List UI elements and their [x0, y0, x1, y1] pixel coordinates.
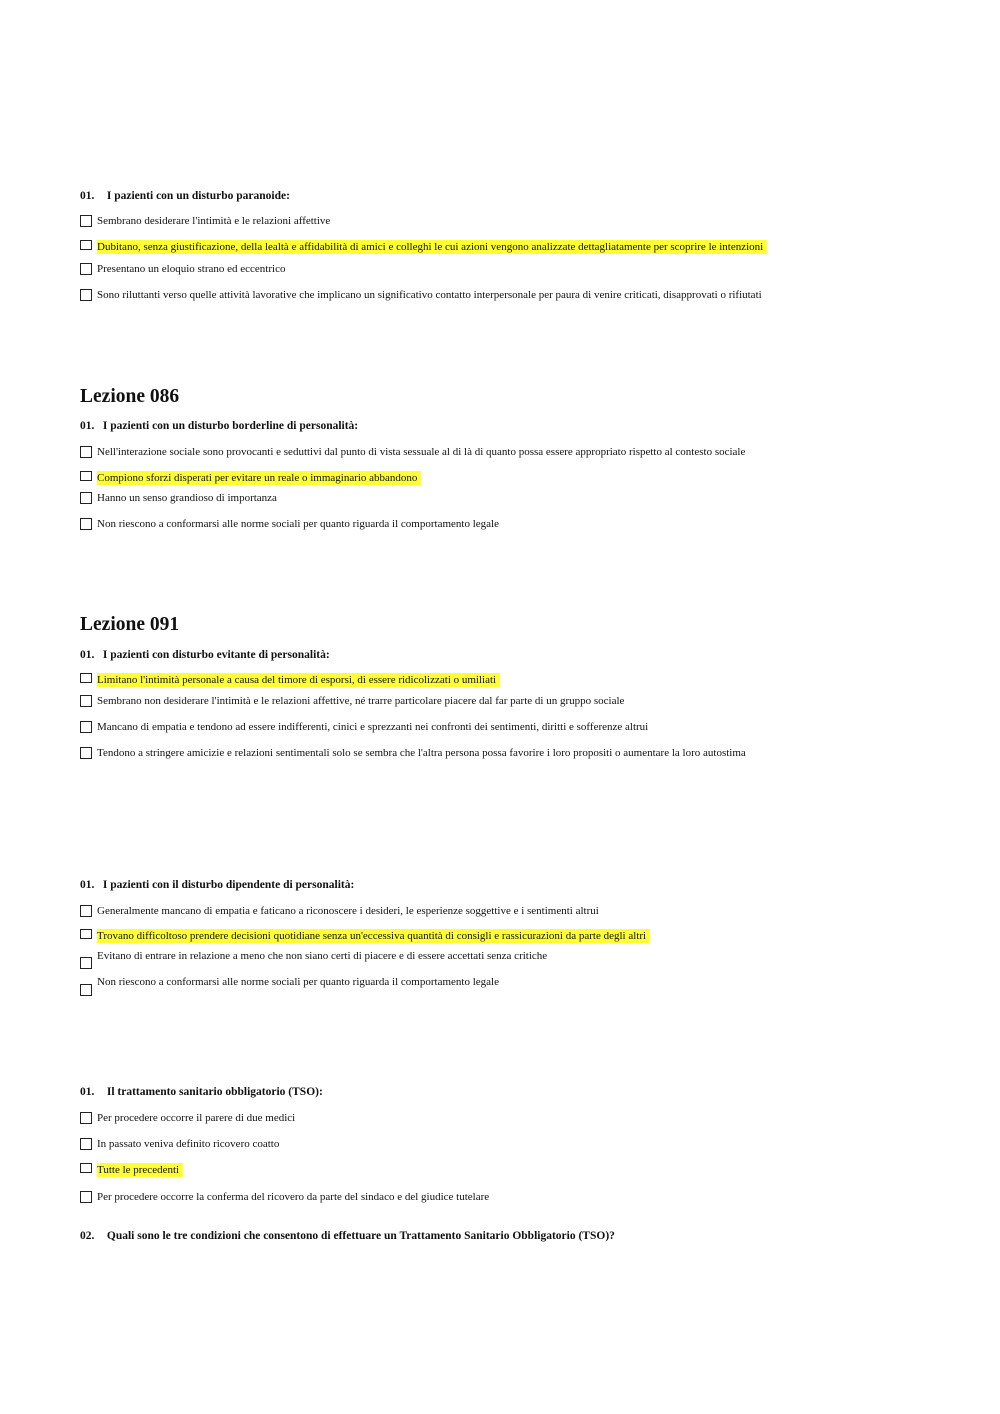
checkbox[interactable] — [80, 929, 92, 939]
checkbox[interactable] — [80, 695, 92, 707]
question-paranoid — [80, 190, 290, 202]
question-number: 02. — [80, 1230, 95, 1242]
checkbox[interactable] — [80, 446, 92, 458]
option-text: Presentano un eloquio strano ed eccentrico — [97, 263, 286, 275]
checkbox[interactable] — [80, 471, 92, 481]
checkbox[interactable] — [80, 1138, 92, 1150]
question-dependent — [80, 879, 354, 891]
option-text: Nell'interazione sociale sono provocanti e seduttivi dal punto di vista sessuale al di là di quanto possa essere appropriato rispetto al contesto sociale — [97, 446, 746, 458]
option-text: Tendono a stringere amicizie e relazioni sentimentali solo se sembra che l'altra persona possa favorire i loro propositi o aumentare la loro autostima — [97, 747, 746, 759]
checkbox[interactable] — [80, 673, 92, 683]
option-text: Dubitano, senza giustificazione, della lealtà e affidabilità di amici e colleghi le cui azioni vengono analizzate dettagliatamente per scoprire le intenzioni — [97, 240, 767, 254]
question-number: 01. — [80, 190, 95, 202]
checkbox[interactable] — [80, 492, 92, 504]
checkbox[interactable] — [80, 518, 92, 530]
question-number: 01. — [80, 1086, 95, 1098]
option-text: Limitano l'intimità personale a causa del timore di esporsi, di essere ridicolizzati o umiliati — [97, 673, 500, 687]
question-tso-conditions — [80, 1230, 615, 1242]
checkbox[interactable] — [80, 1112, 92, 1124]
option-text: Non riescono a conformarsi alle norme sociali per quanto riguarda il comportamento legale — [97, 976, 499, 988]
checkbox[interactable] — [80, 1191, 92, 1203]
checkbox[interactable] — [80, 721, 92, 733]
option-text: Sono riluttanti verso quelle attività lavorative che implicano un significativo contatto interpersonale per paura di venire criticati, disapprovati o rifiutati — [97, 289, 762, 301]
option-text: Trovano difficoltoso prendere decisioni quotidiane senza un'eccessiva quantità di consigli e rassicurazioni da parte degli altri — [97, 929, 650, 943]
option-text: In passato veniva definito ricovero coatto — [97, 1138, 280, 1150]
option-text: Sembrano non desiderare l'intimità e le relazioni affettive, né trarre particolare piacere dal far parte di un gruppo sociale — [97, 695, 625, 707]
option-text: Compiono sforzi disperati per evitare un reale o immaginario abbandono — [97, 471, 421, 485]
option-text: Evitano di entrare in relazione a meno che non siano certi di piacere e di essere accettati senza critiche — [97, 950, 548, 962]
lesson-heading: Lezione 086 — [80, 386, 180, 407]
option-text: Hanno un senso grandioso di importanza — [97, 492, 277, 504]
option-text: Generalmente mancano di empatia e faticano a riconoscere i desideri, le esperienze soggettive e i sentimenti altrui — [97, 905, 599, 917]
checkbox[interactable] — [80, 957, 92, 969]
question-text: I pazienti con il disturbo dipendente di personalità: — [102, 879, 355, 891]
question-text: I pazienti con un disturbo borderline di personalità: — [102, 420, 359, 432]
checkbox[interactable] — [80, 984, 92, 996]
checkbox[interactable] — [80, 905, 92, 917]
question-number: 01. — [80, 879, 95, 891]
checkbox[interactable] — [80, 263, 92, 275]
checkbox[interactable] — [80, 1163, 92, 1173]
question-number: 01. — [80, 649, 95, 661]
checkbox[interactable] — [80, 747, 92, 759]
checkbox[interactable] — [80, 289, 92, 301]
question-text: Quali sono le tre condizioni che consentono di effettuare un Trattamento Sanitario Obbligatorio (TSO)? — [106, 1230, 615, 1242]
question-avoidant — [80, 649, 330, 661]
option-text: Non riescono a conformarsi alle norme sociali per quanto riguarda il comportamento legale — [97, 518, 499, 530]
option-text: Sembrano desiderare l'intimità e le relazioni affettive — [97, 215, 331, 227]
question-number: 01. — [80, 420, 95, 432]
option-text: Tutte le precedenti — [97, 1163, 183, 1177]
option-text: Mancano di empatia e tendono ad essere indifferenti, cinici e sprezzanti nei confronti dei sentimenti, diritti e sofferenze altrui — [97, 721, 649, 733]
checkbox[interactable] — [80, 215, 92, 227]
question-tso — [80, 1086, 323, 1098]
question-text: I pazienti con disturbo evitante di personalità: — [102, 649, 330, 661]
question-borderline — [80, 420, 358, 432]
option-text: Per procedere occorre il parere di due medici — [97, 1112, 296, 1124]
checkbox[interactable] — [80, 240, 92, 250]
option-text: Per procedere occorre la conferma del ricovero da parte del sindaco e del giudice tutelare — [97, 1191, 490, 1203]
question-text: Il trattamento sanitario obbligatorio (TSO): — [106, 1086, 323, 1098]
lesson-heading: Lezione 091 — [80, 614, 180, 635]
question-text: I pazienti con un disturbo paranoide: — [106, 190, 290, 202]
